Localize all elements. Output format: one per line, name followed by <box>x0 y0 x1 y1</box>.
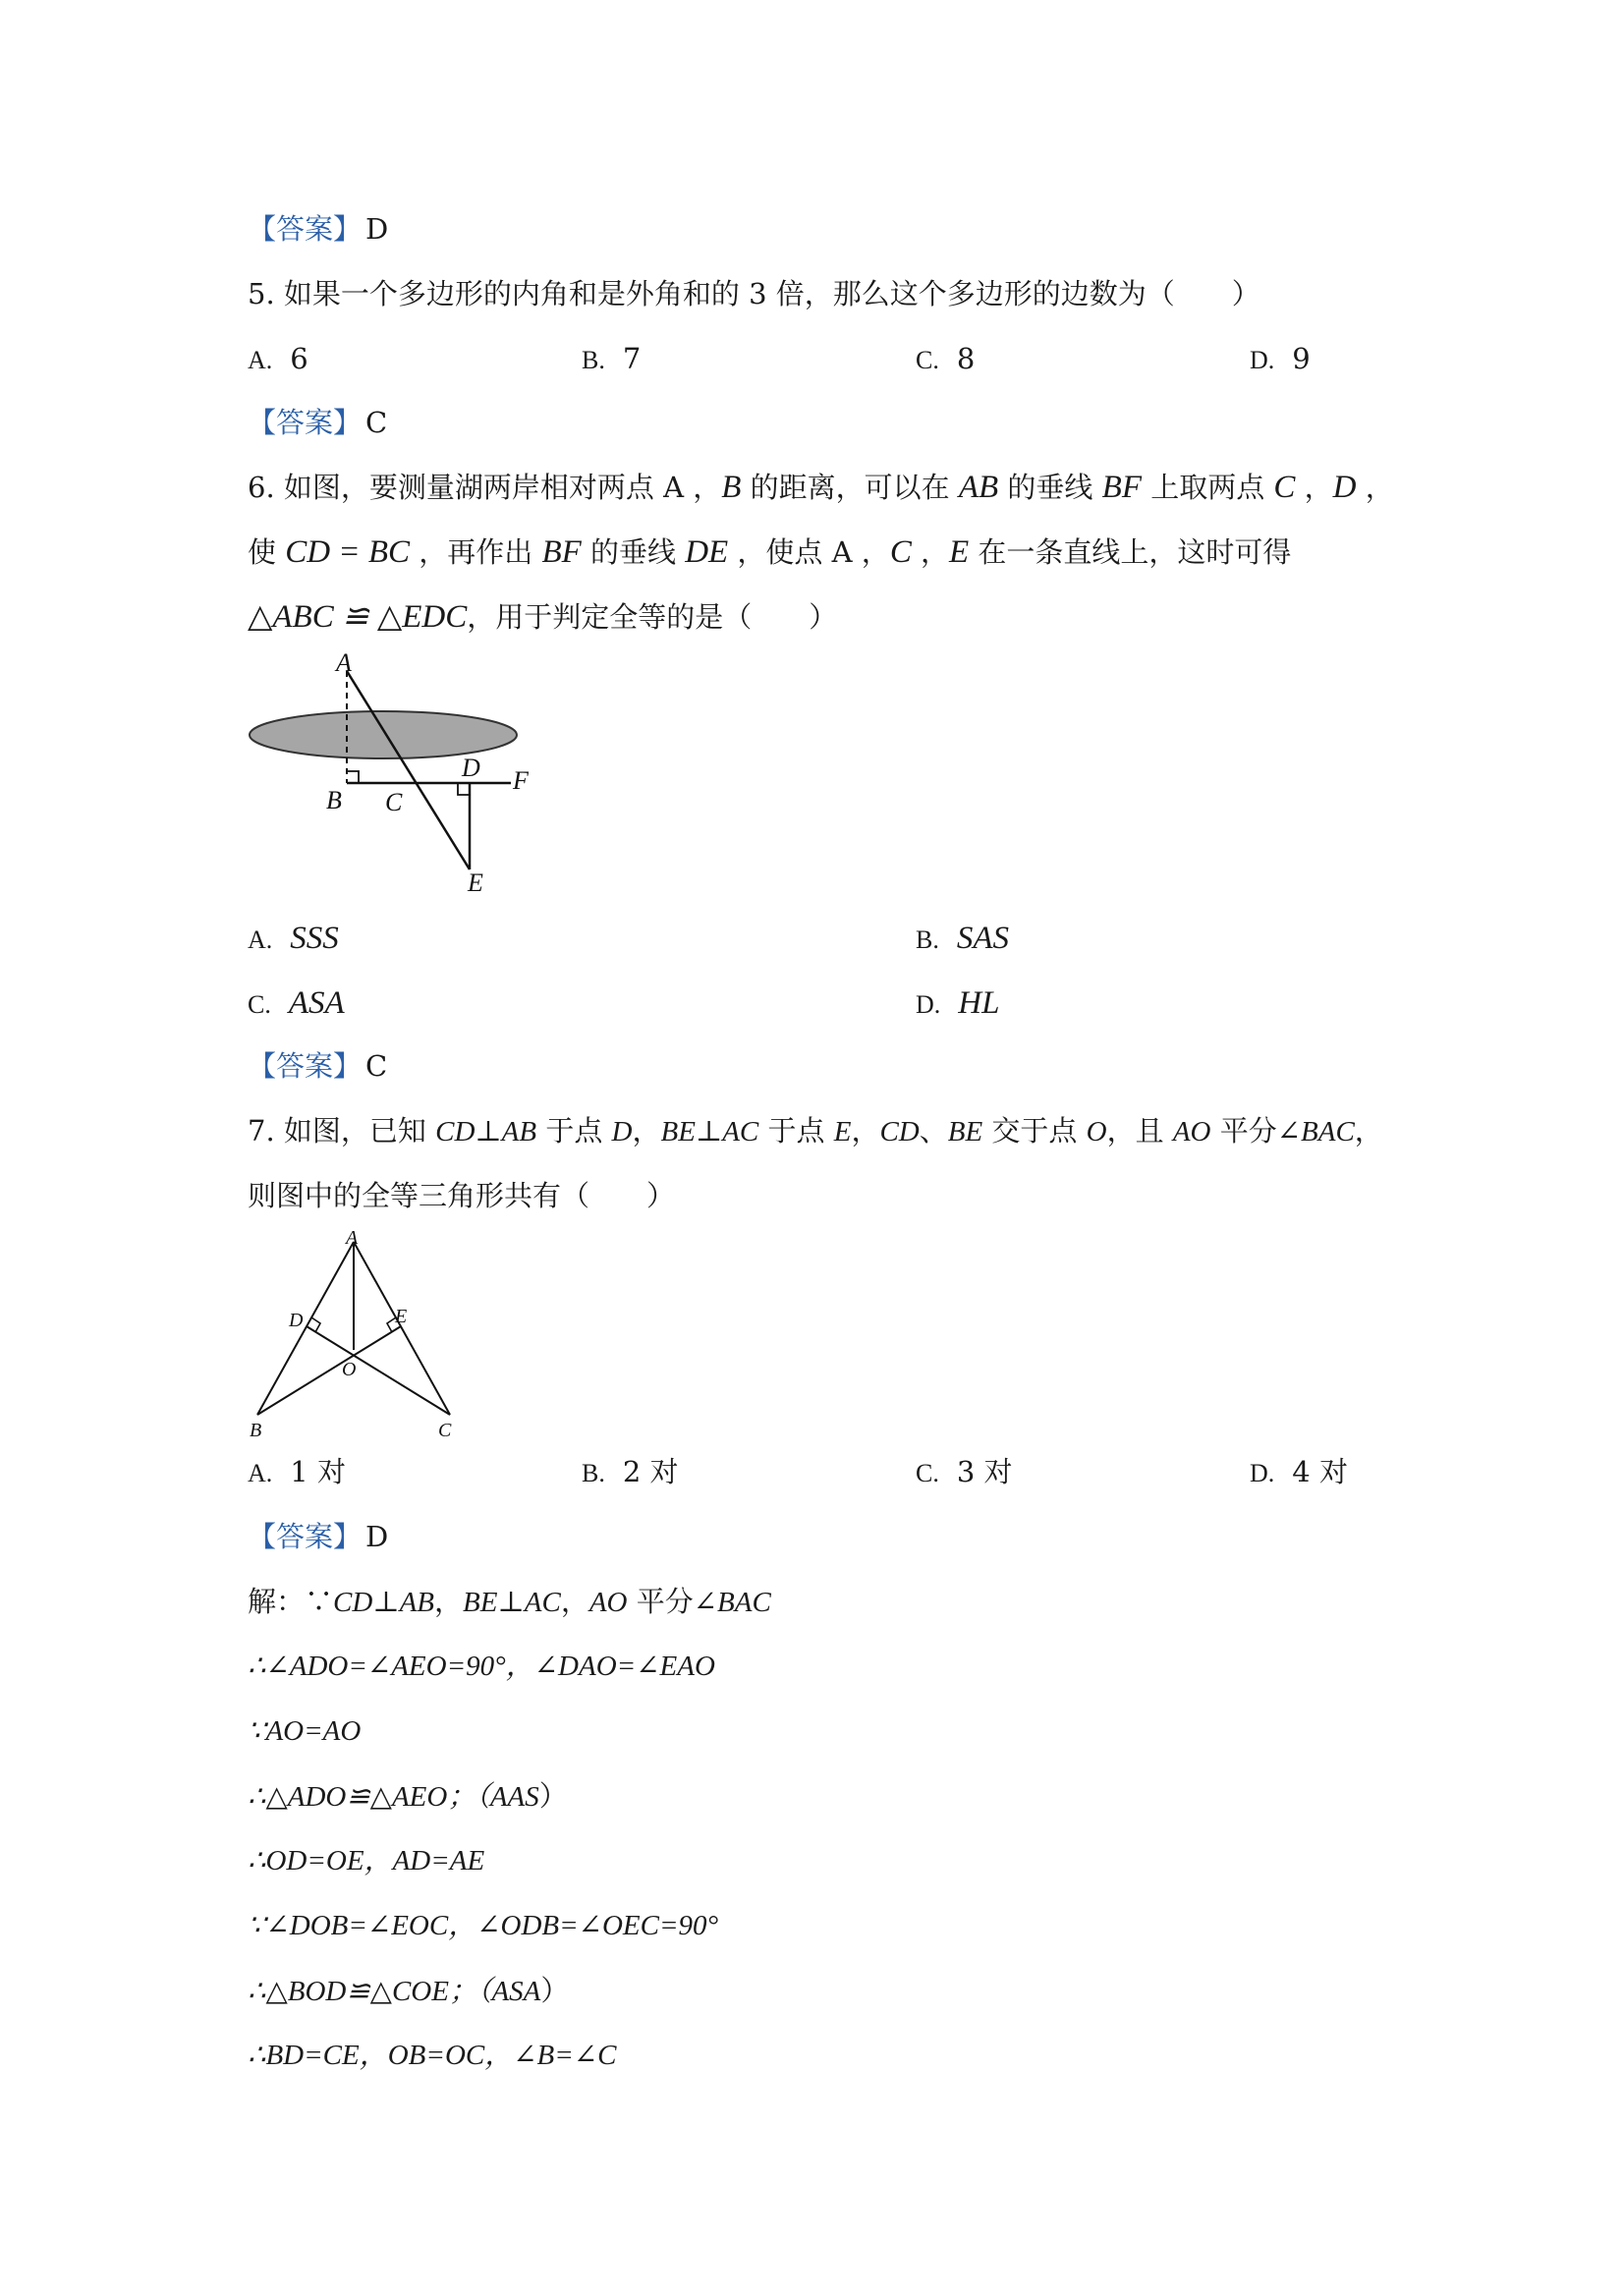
q4-answer-line <box>248 209 388 249</box>
side-ac <box>354 1242 450 1415</box>
q6-answer-line <box>248 1046 387 1086</box>
solution-line-8: ∴BD=CE，OB=OC，∠B=∠C <box>248 2040 617 2071</box>
q6-answer-value: C <box>365 1049 388 1083</box>
solution-line-1: 解：∵CD⊥AB，BE⊥AC，AO 平分∠BAC <box>248 1585 771 1618</box>
q5-answer-value: C <box>365 406 388 439</box>
q7-answer-line <box>248 1517 388 1556</box>
q4-answer-value: D <box>365 212 389 246</box>
q6-stem-line-3: △ABC ≌ △EDC，用于判定全等的是（ ） <box>248 599 838 635</box>
right-angle-b <box>347 771 359 783</box>
label-f: F <box>513 766 529 795</box>
q6-stem-line-1: 6. 如图，要测量湖两岸相对两点 A ，B 的距离，可以在 AB 的垂线 BF 上取两点 C ，D ， <box>248 470 1394 505</box>
q7-triangle-figure <box>246 1228 462 1444</box>
q5-option-c[interactable]: C. 8 <box>916 342 976 375</box>
q6-lake-figure <box>246 653 550 899</box>
q7-answer-value: D <box>365 1520 389 1553</box>
label-d: D <box>289 1310 304 1331</box>
q5-option-b[interactable]: B. 7 <box>582 342 642 375</box>
solution-line-3: ∵AO=AO <box>248 1715 362 1747</box>
q6-option-c[interactable]: C. ASA <box>248 985 345 1021</box>
q6-option-a[interactable]: A. SSS <box>248 921 339 956</box>
label-e: E <box>468 868 483 897</box>
q5-option-a[interactable]: A. 6 <box>248 342 308 375</box>
side-ab <box>257 1242 357 1415</box>
solution-line-7: ∴△BOD≌△COE；（ASA） <box>248 1974 570 2007</box>
right-angle-d <box>458 783 470 795</box>
q7-option-c[interactable]: C. 3 对 <box>916 1455 1013 1488</box>
q5-answer-line <box>248 403 387 442</box>
q7-option-d[interactable]: D. 4 对 <box>1250 1455 1348 1488</box>
solution-line-5: ∴OD=OE，AD=AE <box>248 1845 485 1876</box>
label-b: B <box>250 1420 262 1441</box>
q5-stem: 5. 如果一个多边形的内角和是外角和的 3 倍，那么这个多边形的边数为（ ） <box>248 277 1260 310</box>
q5-option-d[interactable]: D. 9 <box>1250 342 1311 375</box>
lake-ellipse <box>250 711 517 758</box>
solution-line-6: ∵∠DOB=∠EOC，∠ODB=∠OEC=90° <box>248 1910 719 1941</box>
label-d: D <box>462 754 480 782</box>
q6-option-d[interactable]: D. HL <box>916 985 1000 1021</box>
q7-option-b[interactable]: B. 2 对 <box>582 1455 679 1488</box>
label-b: B <box>326 786 342 814</box>
label-c: C <box>385 788 403 816</box>
label-o: O <box>342 1359 357 1380</box>
segment-ae <box>347 671 470 869</box>
answer-tag: 【答案】 <box>248 1049 363 1083</box>
q6-option-b[interactable]: B. SAS <box>916 921 1010 956</box>
answer-tag: 【答案】 <box>248 1520 363 1553</box>
label-a: A <box>336 653 352 677</box>
solution-line-4: ∴△ADO≌△AEO；（AAS） <box>248 1779 568 1813</box>
answer-tag: 【答案】 <box>248 406 363 439</box>
solution-line-2: ∴∠ADO=∠AEO=90°，∠DAO=∠EAO <box>248 1651 715 1682</box>
q7-stem-line-2: 则图中的全等三角形共有（ ） <box>248 1179 676 1212</box>
q6-stem-line-2: 使 CD = BC ，再作出 BF 的垂线 DE ，使点 A ，C ，E 在一条直线上，这时可得 <box>248 534 1292 570</box>
q7-option-a[interactable]: A. 1 对 <box>248 1455 346 1488</box>
label-a: A <box>346 1228 359 1249</box>
label-e: E <box>395 1306 408 1327</box>
q7-stem-line-1: 7. 如图，已知 CD⊥AB 于点 D，BE⊥AC 于点 E，CD、BE 交于点 O，且 AO 平分∠BAC， <box>248 1114 1383 1148</box>
label-c: C <box>438 1420 452 1441</box>
answer-tag: 【答案】 <box>248 212 363 246</box>
